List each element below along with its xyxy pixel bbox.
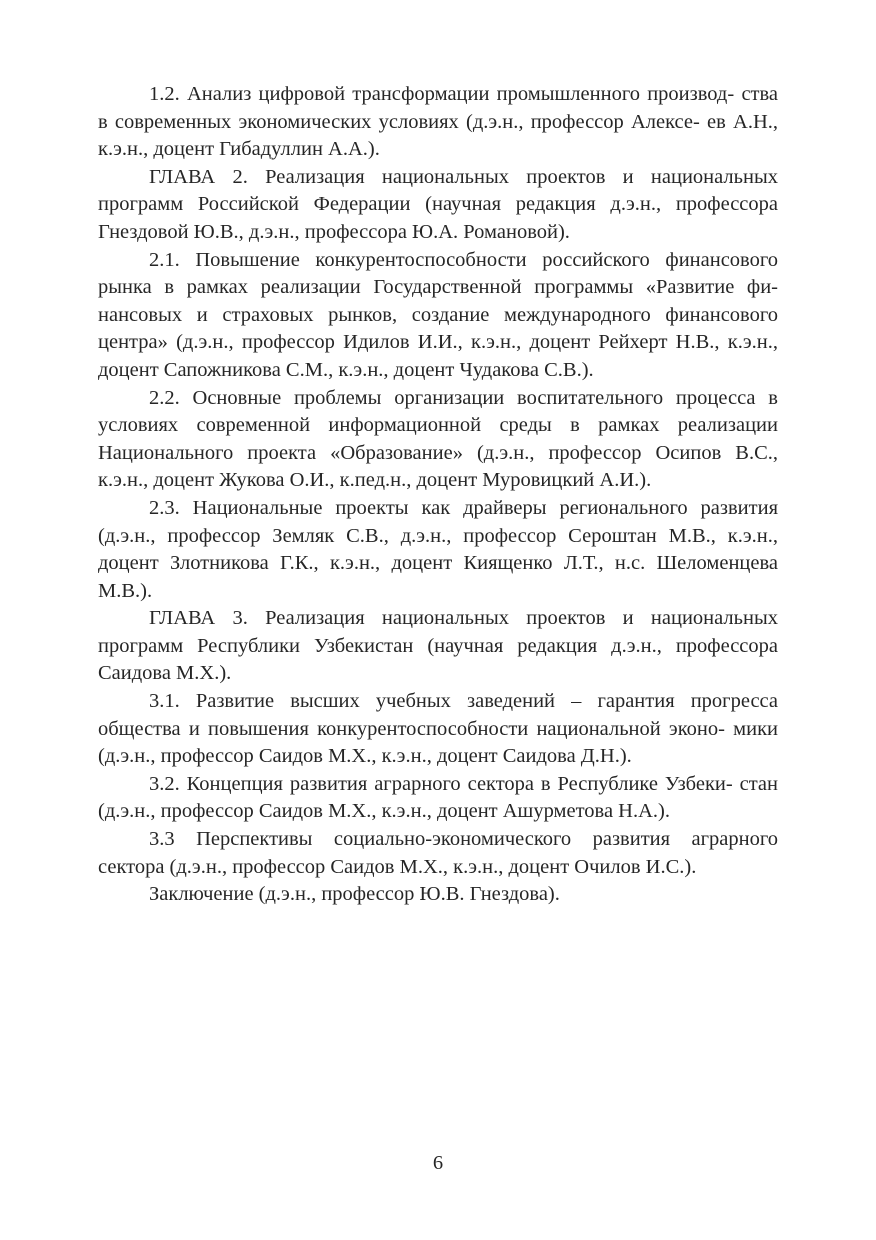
text-line: Саидова М.Х.). xyxy=(98,662,232,685)
text-line: 1.2. Анализ цифровой трансформации промышленного производ- xyxy=(149,83,735,105)
text-line: сектора (д.э.н., профессор Саидов М.Х., к.э.н., доцент Очилов И.С.). xyxy=(98,855,697,878)
page-number: 6 xyxy=(432,1152,444,1174)
text-line: н.с. Шеломенцева М.В.). xyxy=(98,552,778,602)
paragraph-2-3 xyxy=(98,495,778,605)
paragraph-3-1 xyxy=(98,688,778,771)
text-line: к.э.н., доцент Сапожникова С.М., к.э.н., доцент Чудакова С.В.). xyxy=(98,331,778,381)
paragraph-3-3 xyxy=(98,826,778,881)
text-line: ства в современных экономических условиях (д.э.н., профессор Алексе- xyxy=(98,83,779,133)
text-line: 3.2. Концепция развития аграрного сектора в Республике Узбеки- xyxy=(149,772,733,795)
paragraph-3-2 xyxy=(98,771,778,826)
text-line: 3.3 Перспективы социально-экономического развития аграрного xyxy=(149,828,778,851)
text-line: 2.1. Повышение конкурентоспособности российского финансового xyxy=(149,248,778,271)
text-line: стан (д.э.н., профессор Саидов М.Х., к.э.н., доцент Ашурметова Н.А.). xyxy=(98,772,778,823)
paragraph-conclusion xyxy=(98,881,778,909)
document-body xyxy=(98,81,778,909)
text-line: Гнездовой Ю.В., д.э.н., профессора Ю.А. Романовой). xyxy=(98,220,570,243)
text-line: Заключение (д.э.н., профессор Ю.В. Гнездова). xyxy=(149,883,560,906)
text-line: 3.1. Развитие высших учебных заведений – гарантия прогресса xyxy=(149,690,778,713)
text-line: 2.2. Основные проблемы организации воспитательного процесса в xyxy=(149,386,778,409)
paragraph-2-2 xyxy=(98,385,778,495)
text-line: общества и повышения конкурентоспособности национальной эконо- xyxy=(98,717,725,740)
text-line: к.э.н., доцент Злотникова Г.К., к.э.н., доцент Киященко Л.Т., xyxy=(98,524,778,575)
text-line: (д.э.н., профессор Земляк С.В., д.э.н., профессор Сероштан М.В., xyxy=(98,524,716,547)
text-line: программ Республики Узбекистан (научная редакция д.э.н., профессора xyxy=(98,634,778,657)
text-line: мики (д.э.н., профессор Саидов М.Х., к.э.н., доцент Саидова Д.Н.). xyxy=(98,717,778,768)
paragraph-chapter-3 xyxy=(98,605,778,688)
text-line: программ Российской Федерации (научная редакция д.э.н., профессора xyxy=(98,193,778,216)
text-line: ев А.Н., к.э.н., доцент Гибадуллин А.А.). xyxy=(98,110,779,161)
paragraph-chapter-2 xyxy=(98,164,778,247)
text-line: ГЛАВА 2. Реализация национальных проектов и национальных xyxy=(149,165,778,188)
text-line: условиях современной информационной среды в рамках реализации xyxy=(98,414,778,437)
text-line: рынка в рамках реализации Государственной программы «Развитие фи- xyxy=(98,276,778,299)
text-line: Национального проекта «Образование» (д.э.н., профессор Осипов В.С., xyxy=(98,441,778,464)
text-line: к.э.н., доцент Жукова О.И., к.пед.н., доцент Муровицкий А.И.). xyxy=(98,469,652,492)
text-line: центра» (д.э.н., профессор Идилов И.И., к.э.н., доцент Рейхерт Н.В., xyxy=(98,331,720,354)
paragraph-2-1 xyxy=(98,247,778,385)
paragraph-1-2 xyxy=(98,81,778,164)
text-line: нансовых и страховых рынков, создание международного финансового xyxy=(98,303,778,326)
text-line: ГЛАВА 3. Реализация национальных проектов и национальных xyxy=(149,607,778,630)
text-line: 2.3. Национальные проекты как драйверы регионального развития xyxy=(149,496,778,519)
